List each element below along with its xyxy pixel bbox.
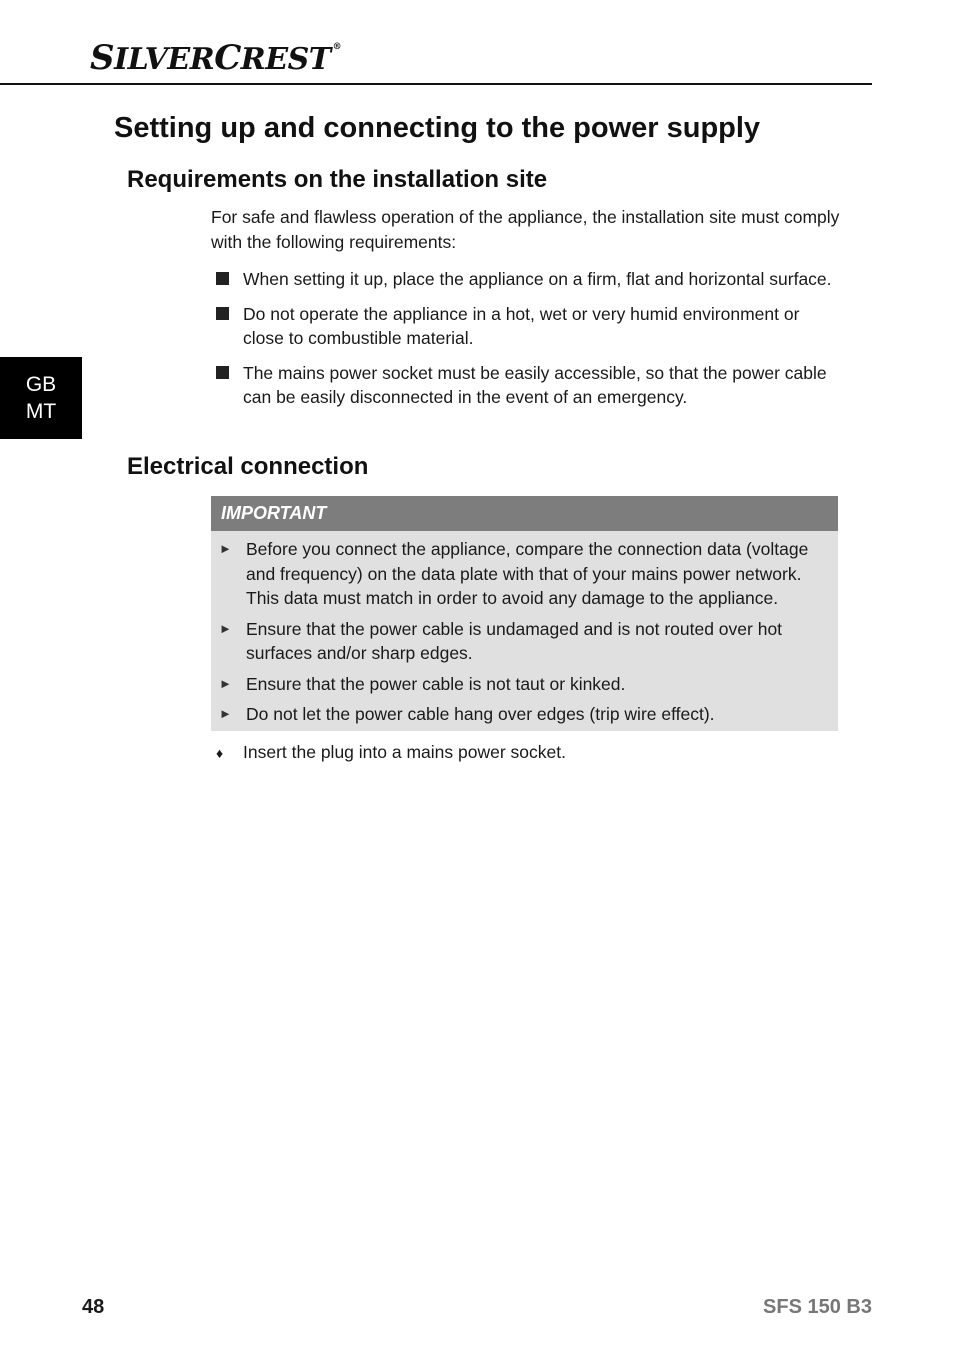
section-title: Setting up and connecting to the power supply <box>114 112 761 144</box>
list-item: ► Before you connect the appliance, compare the connection data (voltage and frequency) on the data plate with that of your mains power network. This data must match in order to avoid any damage to the appliance. <box>219 539 809 608</box>
list-item: Do not operate the appliance in a hot, wet or very humid environment or close to combustible material. <box>216 302 836 351</box>
arrow-bullet-icon: ► <box>219 706 232 721</box>
list-item: The mains power socket must be easily accessible, so that the power cable can be easily disconnected in the event of an emergency. <box>216 361 836 410</box>
diamond-bullet-icon: ♦ <box>216 745 224 761</box>
language-code-gb: GB <box>25 373 57 396</box>
requirements-intro: For safe and flawless operation of the appliance, the installation site must comply with the following requirements: <box>211 207 840 252</box>
arrow-bullet-icon: ► <box>219 541 232 556</box>
square-bullet-icon <box>216 366 229 379</box>
important-notice-box <box>211 496 838 731</box>
list-item: ► Ensure that the power cable is not taut or kinked. <box>211 672 838 697</box>
list-item: ► Ensure that the power cable is undamaged and is not routed over hot surfaces and/or sharp edges. <box>219 618 783 663</box>
header-rule <box>0 83 872 85</box>
requirements-heading: Requirements on the installation site <box>127 166 548 193</box>
silvercrest-logo: SILVERCREST ® <box>90 38 342 78</box>
arrow-bullet-icon: ► <box>219 675 232 691</box>
important-label: IMPORTANT <box>211 496 838 531</box>
instruction-step: ♦ Insert the plug into a mains power socket. <box>216 740 566 766</box>
arrow-bullet-icon: ► <box>219 620 232 636</box>
important-list <box>211 531 838 727</box>
square-bullet-icon <box>216 307 229 320</box>
page-number: 48 <box>82 1296 105 1318</box>
square-bullet-icon <box>216 272 229 285</box>
list-item: When setting it up, place the appliance on a firm, flat and horizontal surface. <box>216 267 836 292</box>
list-item: ► Do not let the power cable hang over edges (trip wire effect). <box>211 702 838 727</box>
electrical-heading: Electrical connection <box>127 453 369 480</box>
language-code-mt: MT <box>25 400 57 423</box>
requirements-list <box>216 267 836 420</box>
model-number: SFS 150 B3 <box>763 1296 872 1318</box>
language-tab <box>0 357 82 439</box>
